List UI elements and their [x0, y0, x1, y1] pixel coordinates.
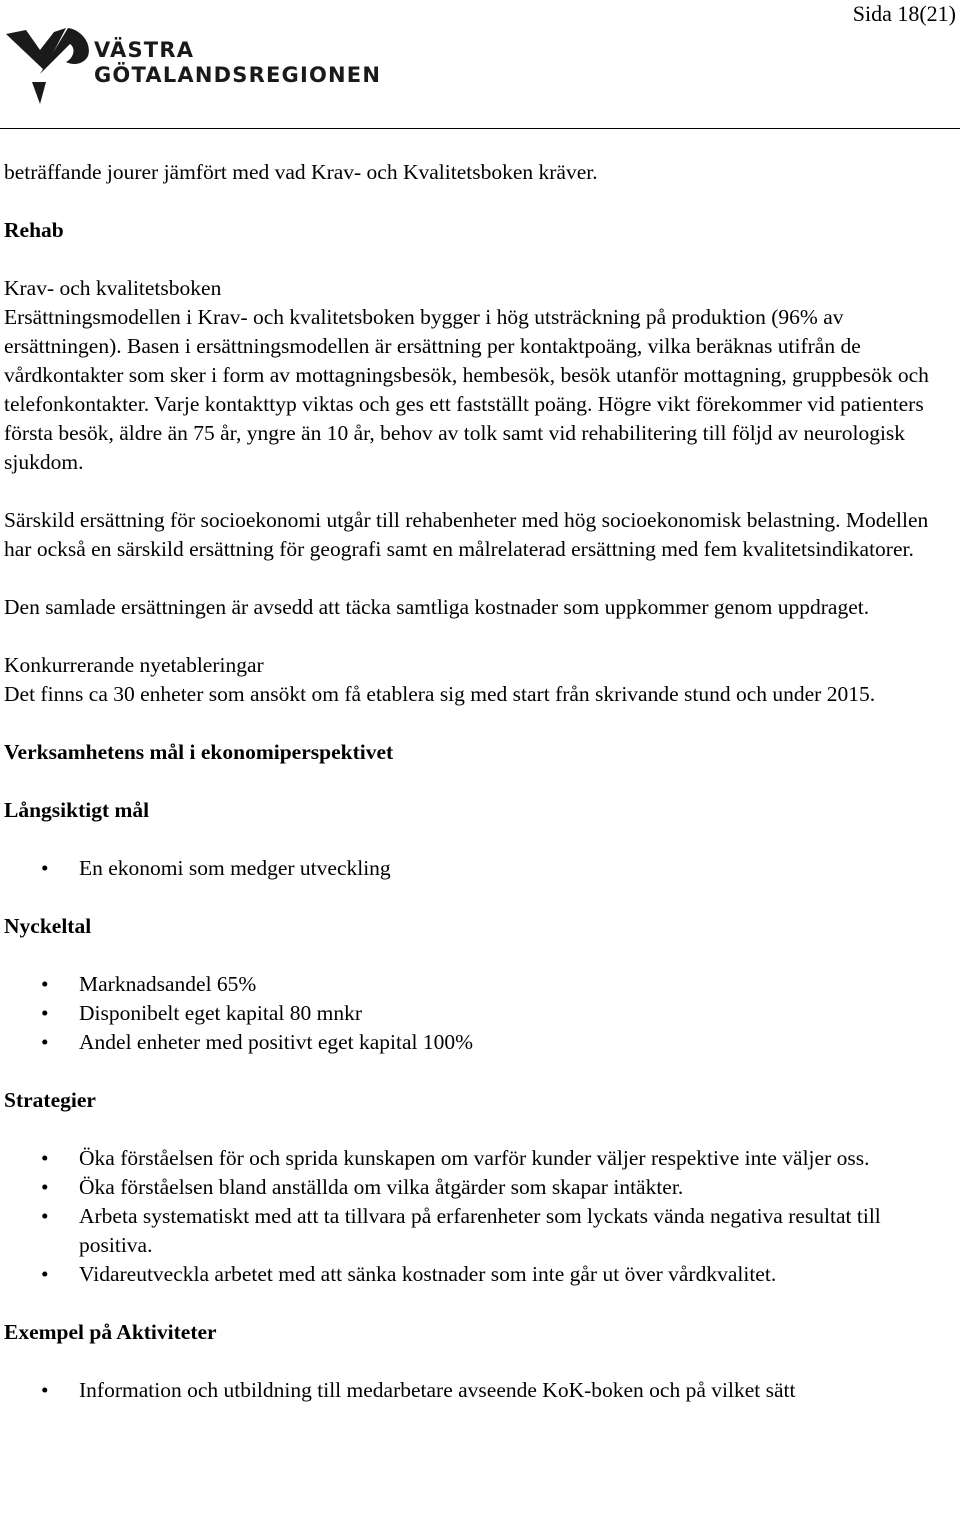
list-item: • Information och utbildning till medarbetare avseende KoK-boken och på vilket sätt [4, 1376, 954, 1405]
competition-title: Konkurrerande nyetableringar [4, 653, 264, 677]
list-item: • Andel enheter med positivt eget kapital 100% [4, 1028, 954, 1057]
header-rule [0, 128, 960, 129]
activities-list [4, 1376, 954, 1405]
longterm-list [4, 854, 954, 883]
document-body [4, 158, 954, 1434]
list-item: • En ekonomi som medger utveckling [4, 854, 954, 883]
longterm-heading: Långsiktigt mål [4, 798, 150, 822]
page-number: Sida 18(21) [852, 1, 956, 26]
bullet-icon: • [41, 856, 49, 880]
bullet-icon: • [41, 1204, 49, 1228]
list-item: • Öka förståelsen för och sprida kunskapen om varför kunder väljer respektive inte väljer oss. [4, 1144, 954, 1173]
list-item: • Disponibelt eget kapital 80 mnkr [4, 999, 954, 1028]
bullet-icon: • [41, 1030, 49, 1054]
list-item: • Öka förståelsen bland anställda om vilka åtgärder som skapar intäkter. [4, 1173, 954, 1202]
logo-line-2: GÖTALANDSREGIONEN [94, 63, 382, 87]
bullet-icon: • [41, 1146, 49, 1170]
total-paragraph: Den samlade ersättningen är avsedd att täcka samtliga kostnader som uppkommer genom uppdraget. [4, 595, 870, 619]
strategies-heading: Strategier [4, 1088, 96, 1112]
kpi-heading: Nyckeltal [4, 914, 92, 938]
kk-paragraph: Ersättningsmodellen i Krav- och kvalitetsboken bygger i hög utsträckning på produktion (96% av ersättningen). Basen i ersättningsmodellen är ersättning per kontaktpoäng, vilka beräknas utifrån de vårdkontakter som sker i form av mottagningsbesök, hembesök, besök utanför mottagning, gruppbesök och telefonkontakter. Varje kontakttyp viktas och ges ett fastställt poäng. Högre vikt förekommer vid patienters första besök, äldre än 75 år, yngre än 10 år, behov av tolk samt vid rehabilitering till följd av neurologisk sjukdom. [4, 305, 929, 474]
bullet-icon: • [41, 972, 49, 996]
list-item: • Vidareutveckla arbetet med att sänka kostnader som inte går ut över vårdkvalitet. [4, 1260, 954, 1289]
socio-paragraph: Särskild ersättning för socioekonomi utgår till rehabenheter med hög socioekonomisk belastning. Modellen har också en särskild ersättning för geografi samt en målrelaterad ersättning med fem kvalitetsindikatorer. [4, 508, 929, 561]
list-item: • Marknadsandel 65% [4, 970, 954, 999]
rehab-heading: Rehab [4, 218, 64, 242]
strategies-list [4, 1144, 954, 1289]
competition-paragraph: Det finns ca 30 enheter som ansökt om få etablera sig med start från skrivande stund och under 2015. [4, 682, 876, 706]
bullet-icon: • [41, 1378, 49, 1402]
vgr-logo-mark-icon [4, 20, 90, 106]
bullet-icon: • [41, 1175, 49, 1199]
intro-paragraph: beträffande jourer jämfört med vad Krav- och Kvalitetsboken kräver. [4, 160, 598, 184]
list-item: • Arbeta systematiskt med att ta tillvara på erfarenheter som lyckats vända negativa resultat till positiva. [41, 1204, 881, 1257]
kk-title: Krav- och kvalitetsboken [4, 276, 222, 300]
kpi-list [4, 970, 954, 1057]
bullet-icon: • [41, 1262, 49, 1286]
vgr-logo [4, 20, 394, 108]
goals-heading: Verksamhetens mål i ekonomiperspektivet [4, 740, 394, 764]
activities-heading: Exempel på Aktiviteter [4, 1320, 217, 1344]
logo-line-1: VÄSTRA [94, 38, 195, 62]
bullet-icon: • [41, 1001, 49, 1025]
